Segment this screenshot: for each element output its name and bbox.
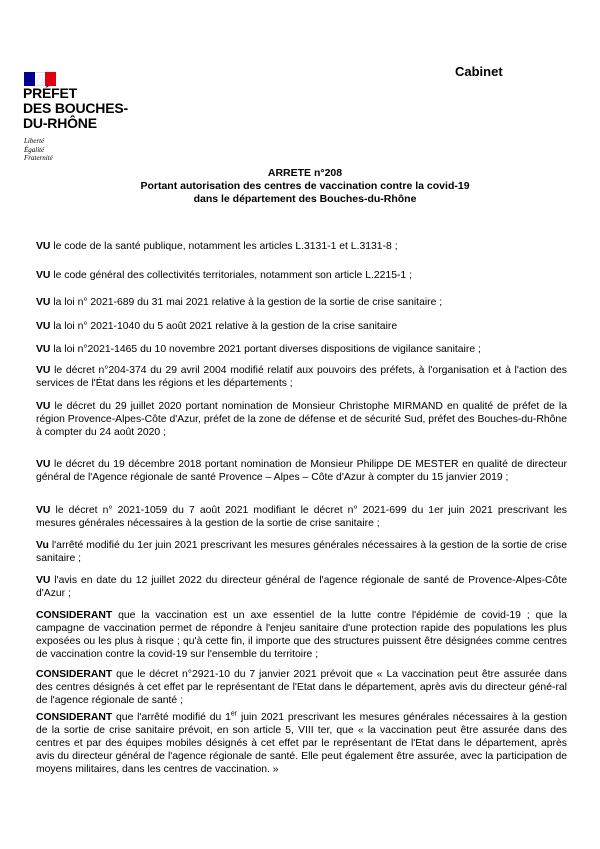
- paragraph-text: que la vaccination est un axe essentiel de la lutte contre l'épidémie de covid-19 ; que la campagne de vaccination permet de répondre à l'enjeu sanitaire d'une protection rapide des populations les plus exposées ou les plus à risque ; qu'à cette fin, il importe que des structures puissent être désignées comme centres de vaccination contre la covid-19 sur l'ensemble du territoire ;: [36, 610, 567, 660]
- prefecture-name: [23, 86, 128, 131]
- paragraph-keyword: CONSIDERANT: [36, 610, 113, 621]
- paragraph-keyword: CONSIDERANT: [36, 712, 113, 723]
- flag-red-band: [45, 72, 56, 86]
- decree-number: ARRETE n°208: [267, 167, 343, 179]
- prefecture-name-line-1: PRÉFET: [23, 85, 78, 101]
- vu-paragraph-4: [36, 320, 567, 333]
- vu-paragraph-7: [36, 400, 567, 439]
- paragraph-text-b: juin 2021 prescrivant les mesures générales nécessaires à la gestion de la sortie de crise sanitaire prévoit, en son article 5, VIII ter, que « la vaccination peut être assurée dans des centres et par des équipes mobiles désignés à cet effet par le représentant de l'Etat dans le département, après avis du directeur général de l'agence régionale de santé. Elle peut également être assurée, avec la participation de moyens militaires, dans les centres de vaccination. »: [36, 712, 567, 775]
- paragraph-text: l'arrêté modifié du 1er juin 2021 prescrivant les mesures générales nécessaires à la gestion de la sortie de crise sanitaire ;: [36, 540, 567, 564]
- decree-title: [0, 167, 600, 206]
- paragraph-text: la loi n° 2021-1040 du 5 août 2021 relative à la gestion de la crise sanitaire: [50, 321, 398, 332]
- vu-paragraph-8: [36, 458, 567, 484]
- decree-subject-line-2: dans le département des Bouches-du-Rhône: [193, 193, 417, 205]
- vu-paragraph-5: [36, 343, 567, 356]
- paragraph-text: le décret n° 2021-1059 du 7 août 2021 modifiant le décret n° 2021-699 du 1er juin 2021 prescrivant les mesures générales nécessaires à la gestion de la sortie de crise sanitaire ;: [36, 505, 567, 529]
- paragraph-keyword: VU: [36, 297, 51, 308]
- prefecture-name-line-3: DU-RHÔNE: [23, 115, 97, 131]
- vu-paragraph-11: [36, 574, 567, 600]
- paragraph-text: le décret du 29 juillet 2020 portant nomination de Monsieur Christophe MIRMAND en qualité de préfet de la région Provence-Alpes-Côte d'Azur, préfet de la zone de défense et de sécurité Sud, préfet des Bouches-du-Rhône à compter du 24 août 2020 ;: [36, 401, 567, 438]
- paragraph-text: le code général des collectivités territoriales, notamment son article L.2215-1 ;: [50, 270, 412, 281]
- motto-egalite: Égalité: [24, 145, 45, 154]
- paragraph-keyword: VU: [36, 575, 51, 586]
- paragraph-text: la loi n°2021-1465 du 10 novembre 2021 portant diverses dispositions de vigilance sanitaire ;: [50, 344, 481, 355]
- republic-motto: [24, 137, 53, 163]
- marianne-icon: [34, 73, 46, 85]
- vu-paragraph-1: [36, 240, 567, 253]
- paragraph-keyword: VU: [36, 459, 51, 470]
- vu-paragraph-2: [36, 269, 567, 282]
- paragraph-keyword: VU: [36, 401, 51, 412]
- vu-paragraph-10: [36, 539, 567, 565]
- vu-paragraph-3: [36, 296, 567, 309]
- paragraph-text: le décret n°204-374 du 29 avril 2004 modifié relatif aux pouvoirs des préfets, à l'organisation et à l'action des services de l'État dans les régions et les départements ;: [36, 365, 567, 389]
- paragraph-text: que le décret n°2921-10 du 7 janvier 2021 prévoit que « La vaccination peut être assurée dans des centres désignés à cet effet par le représentant de l'Etat dans le département, après avis du directeur géné-ral de l'agence régionale de santé ;: [36, 669, 567, 706]
- paragraph-keyword: CONSIDERANT: [36, 669, 113, 680]
- paragraph-keyword: Vu: [36, 540, 49, 551]
- superscript: er: [230, 710, 238, 718]
- paragraph-text: le décret du 19 décembre 2018 portant nomination de Monsieur Philippe DE MESTER en qualité de directeur général de l'Agence régionale de santé Provence – Alpes – Côte d'Azur à compter du 15 janvier 2019 ;: [36, 459, 567, 483]
- prefecture-name-line-2: DES BOUCHES-: [23, 100, 128, 116]
- paragraph-keyword: VU: [36, 505, 51, 516]
- decree-subject-line-1: Portant autorisation des centres de vaccination contre la covid-19: [140, 180, 470, 192]
- vu-paragraph-9: [36, 504, 567, 530]
- paragraph-keyword: VU: [36, 344, 51, 355]
- service-label: Cabinet: [455, 64, 503, 79]
- considerant-paragraph-3: [36, 711, 567, 776]
- paragraph-text: le code de la santé publique, notamment les articles L.3131-1 et L.3131-8 ;: [50, 241, 398, 252]
- motto-liberte: Liberté: [24, 137, 45, 145]
- paragraph-keyword: VU: [36, 241, 51, 252]
- paragraph-text: l'avis en date du 12 juillet 2022 du directeur général de l'agence régionale de santé de Provence-Alpes-Côte d'Azur ;: [36, 575, 567, 599]
- vu-paragraph-6: [36, 364, 567, 390]
- considerant-paragraph-1: [36, 609, 567, 661]
- paragraph-text-a: que l'arrêté modifié du 1: [112, 712, 231, 723]
- paragraph-keyword: VU: [36, 321, 51, 332]
- paragraph-keyword: VU: [36, 365, 51, 376]
- paragraph-keyword: VU: [36, 270, 51, 281]
- motto-fraternite: Fraternité: [24, 154, 53, 162]
- considerant-paragraph-2: [36, 668, 567, 707]
- paragraph-text: la loi n° 2021-689 du 31 mai 2021 relative à la gestion de la sortie de crise sanitaire ;: [50, 297, 443, 308]
